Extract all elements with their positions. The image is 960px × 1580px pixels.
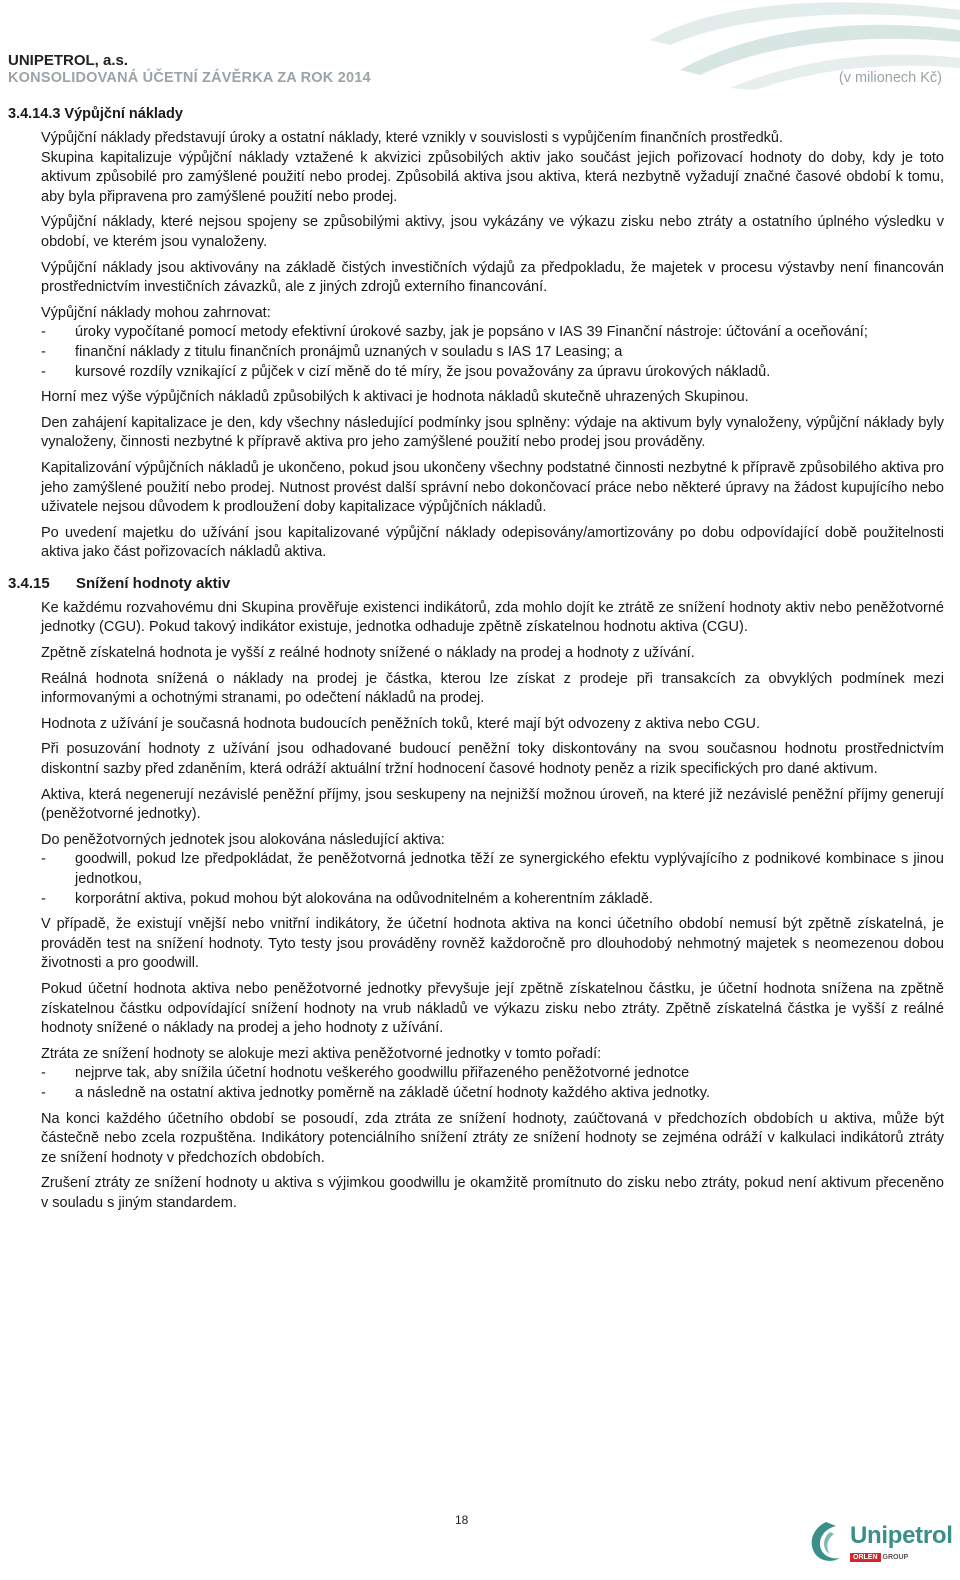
list-item-text: a následně na ostatní aktiva jednotky poměrně na základě účetní hodnoty každého aktiva jednotky. xyxy=(75,1084,710,1101)
list-item-text: úroky vypočítané pomocí metody efektivní úrokové sazby, jak je popsáno v IAS 39 Finanční nástroje: účtování a oceňování; xyxy=(75,324,868,341)
company-name: UNIPETROL, a.s. xyxy=(8,52,129,69)
paragraph: Kapitalizování výpůjčních nákladů je ukončeno, pokud jsou ukončeny všechny podstatné činnosti nezbytné k přípravě způsobilého aktiva pro jeho zamýšlené použití nebo prodej. Nutnost provést další správní nebo dokončovací práce nebo některé úpravy na žádost kupujícího nebo uživatele nejsou důvodem k prodloužení doby kapitalizace výpůjčních nákladů. xyxy=(41,459,944,516)
list-item xyxy=(41,343,944,363)
dash-bullet: - xyxy=(41,851,46,868)
dash-bullet: - xyxy=(41,324,46,341)
list-item xyxy=(41,1064,944,1084)
logo-mark-icon xyxy=(806,1518,846,1566)
dash-bullet: - xyxy=(41,1065,46,1082)
paragraph: Výpůjční náklady, které nejsou spojeny se způsobilými aktivy, jsou vykázány ve výkazu zisku nebo ztráty a ostatního úplného výsledku v období, ve kterém jsou vynaloženy. xyxy=(41,214,944,250)
list-item xyxy=(41,890,944,910)
dash-bullet: - xyxy=(41,1084,46,1101)
page-header xyxy=(8,52,942,86)
logo-badge xyxy=(850,1553,908,1562)
paragraph: Den zahájení kapitalizace je den, kdy všechny následující podmínky jsou splněny: výdaje na aktivum byly vynaloženy, výpůjční náklady byly vynaloženy, činnosti nezbytné k přípravě aktiva pro jeho zamýšlené použití nebo prodej jsou prováděny. xyxy=(41,414,944,451)
list-item-text: finanční náklady z titulu finančních pronájmů uznaných v souladu s IAS 17 Leasing; a xyxy=(75,343,623,360)
paragraph: Zrušení ztráty ze snížení hodnoty u aktiva s výjimkou goodwillu je okamžitě promítnuto do zisku nebo ztráty, pokud není aktivum přeceněno v souladu s jiným standardem. xyxy=(41,1175,944,1211)
paragraph: Při posuzování hodnoty z užívání jsou odhadované budoucí peněžní toky diskontovány na svou současnou hodnotu prostřednictvím diskontní sazby před zdaněním, která odráží aktuální tržní hodnocení časové hodnoty peněz a rizik specifických pro dané aktivum. xyxy=(41,741,944,778)
logo-wordmark: Unipetrol xyxy=(850,1522,953,1549)
document-body xyxy=(8,105,944,1220)
list-item xyxy=(41,363,944,383)
paragraph: Reálná hodnota snížená o náklady na prodej je částka, kterou lze získat z prodeje při transakcích za obvyklých podmínek mezi informovanými a ochotnými stranami, po odečtení nákladů na prodej. xyxy=(41,670,944,707)
paragraph: Horní mez výše výpůjčních nákladů způsobilých k aktivaci je hodnota nákladů skutečně uhrazených Skupinou. xyxy=(41,389,749,406)
list-item-text: kursové rozdíly vznikající z půjček v cizí měně do té míry, že jsou považovány za úpravu úrokových nákladů. xyxy=(75,363,771,380)
list-item-text: nejprve tak, aby snížila účetní hodnotu veškerého goodwillu přiřazeného peněžotvorné jednotce xyxy=(75,1065,690,1082)
section-heading-text: Snížení hodnoty aktiv xyxy=(76,574,231,592)
paragraph: Výpůjční náklady jsou aktivovány na základě čistých investičních výdajů za předpokladu, že majetek v procesu výstavby není financován prostřednictvím investičních závazků, ale z jiných zdrojů externího financování. xyxy=(41,259,944,296)
dash-list xyxy=(41,323,944,382)
section-number: 3.4.15 xyxy=(8,574,50,592)
list-item xyxy=(41,850,944,889)
dash-bullet: - xyxy=(41,890,46,907)
report-title: KONSOLIDOVANÁ ÚČETNÍ ZÁVĚRKA ZA ROK 2014 xyxy=(8,70,371,86)
section-title-impairment xyxy=(8,575,944,593)
dash-list xyxy=(41,850,944,909)
orlen-badge: ORLEN xyxy=(850,1553,881,1562)
paragraph: Do peněžotvorných jednotek jsou alokována následující aktiva: xyxy=(41,831,445,848)
dash-bullet: - xyxy=(41,363,46,380)
units-note: (v milionech Kč) xyxy=(838,70,942,86)
unipetrol-logo xyxy=(806,1518,953,1570)
paragraph: Pokud účetní hodnota aktiva nebo peněžotvorné jednotky převyšuje její zpětně získatelnou částku, je účetní hodnota snížena na zpětně získatelnou částku odpovídající snížení hodnoty na vrub nákladů ve výkazu zisku nebo ztráty. Zpětně získatelná částka je vyšší z reálné hodnoty snížené o náklady na prodej a jeho hodnoty z užívání. xyxy=(41,980,944,1037)
paragraph: Hodnota z užívání je současná hodnota budoucích peněžních toků, které mají být odvozeny z aktiva nebo CGU. xyxy=(41,715,760,732)
paragraph: Na konci každého účetního období se posoudí, zda ztráta ze snížení hodnoty, zaúčtovaná v předchozích obdobích u aktiva, může být částečně nebo zcela rozpuštěna. Indikátory potenciálního snížení ztráty ze snížení hodnoty se zejména odráží v kalkulaci indikátorů ztráty ze snížení hodnoty v předchozích obdobích. xyxy=(41,1110,944,1166)
group-label: GROUP xyxy=(882,1554,909,1561)
paragraph: Výpůjční náklady mohou zahrnovat: xyxy=(41,304,271,321)
paragraph: Aktiva, která negenerují nezávislé peněžní příjmy, jsou seskupeny na nejnižší možnou úroveň, na které již nezávislé peněžní příjmy generují (peněžotvorné jednotky). xyxy=(41,786,944,823)
dash-list xyxy=(41,1064,944,1103)
paragraph: Výpůjční náklady představují úroky a ostatní náklady, které vznikly v souvislosti s vypůjčením finančních prostředků. xyxy=(41,130,783,146)
paragraph: Ke každému rozvahovému dni Skupina prověřuje existenci indikátorů, zda mohlo dojít ke ztrátě ze snížení hodnoty aktiv nebo peněžotvorné jednotky (CGU). Pokud takový indikátor existuje, jednotka odhaduje zpětně získatelnou hodnotu aktiva (CGU). xyxy=(41,599,944,636)
page-number: 18 xyxy=(455,1513,469,1527)
list-item-text: goodwill, pokud lze předpokládat, že peněžotvorná jednotka těží ze synergického efektu vyplývajícího z podnikové kombinace s jinou jednotkou, xyxy=(75,851,944,887)
list-item xyxy=(41,1084,944,1104)
paragraph: Zpětně získatelná hodnota je vyšší z reálné hodnoty snížené o náklady na prodej a hodnoty z užívání. xyxy=(41,645,695,662)
section-title-borrowing-costs: 3.4.14.3 Výpůjční náklady xyxy=(8,106,183,122)
list-item-text: korporátní aktiva, pokud mohou být alokována na odůvodnitelném a koherentním základě. xyxy=(75,890,653,907)
paragraph: Ztráta ze snížení hodnoty se alokuje mezi aktiva peněžotvorné jednotky v tomto pořadí: xyxy=(41,1045,602,1062)
dash-bullet: - xyxy=(41,343,46,360)
paragraph: V případě, že existují vnější nebo vnitřní indikátory, že účetní hodnota aktiva na konci účetního období nemusí být zpětně získatelná, je prováděn test na snížení hodnoty. Tyto testy jsou prováděny rovněž každoročně pro dlouhodobý nehmotný majetek s neomezenou dobou životnosti a pro goodwill. xyxy=(41,916,944,972)
list-item xyxy=(41,323,944,343)
paragraph: Po uvedení majetku do užívání jsou kapitalizované výpůjční náklady odepisovány/amortizovány po dobu odpovídající době použitelnosti aktiva jako část pořizovacích nákladů aktiva. xyxy=(41,524,944,561)
paragraph: Skupina kapitalizuje výpůjční náklady vztažené k akvizici způsobilých aktiv jako součást jejich pořizovací hodnoty do doby, kdy je toto aktivum způsobilé pro zamýšlené použití nebo prodej. Způsobilá aktiva jsou aktiva, která nezbytně vyžadují značné časové období k tomu, aby byla připravena pro zamýšlené použití nebo prodej. xyxy=(41,149,944,205)
